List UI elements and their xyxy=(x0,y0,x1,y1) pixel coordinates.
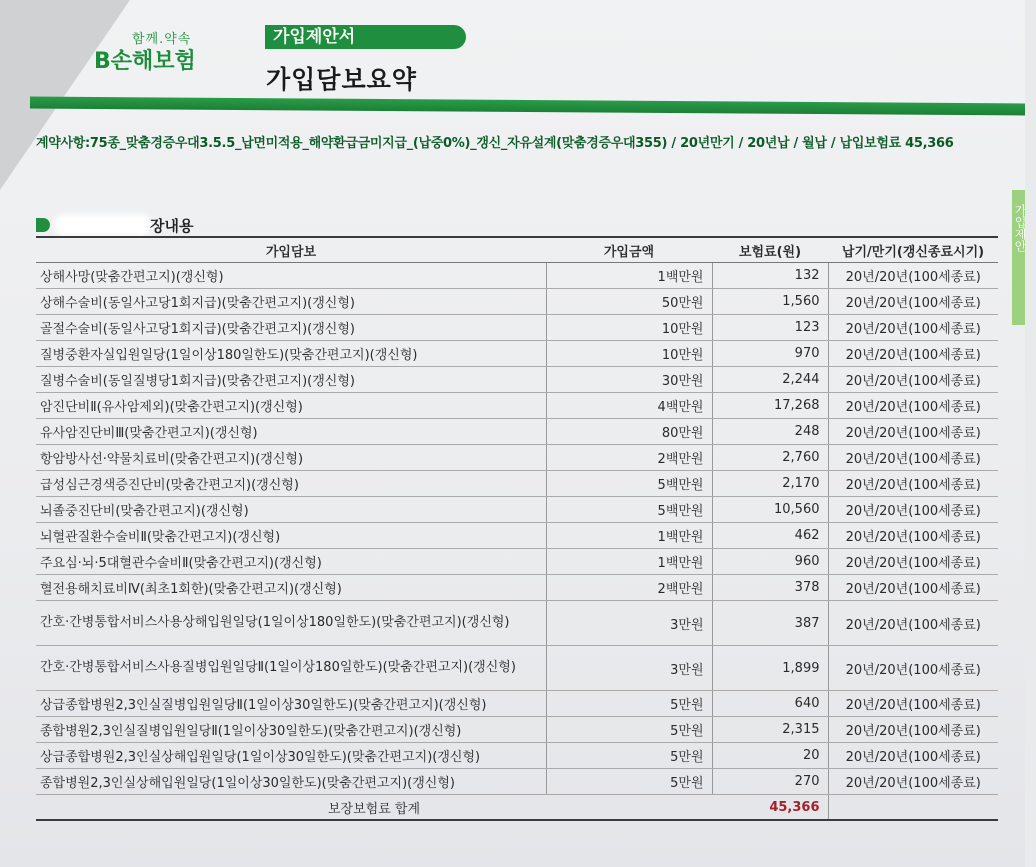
coverage-cell: 간호·간병통합서비스사용질병입원일당Ⅱ(1일이상180일한도)(맞춤간편고지)(갱신형) xyxy=(36,646,546,691)
amount-cell: 1백만원 xyxy=(546,549,712,575)
coverage-cell: 상해수술비(동일사고당1회지급)(맞춤간편고지)(갱신형) xyxy=(36,289,546,315)
premium-cell: 17,268 xyxy=(712,393,828,419)
premium-cell: 10,560 xyxy=(712,497,828,523)
amount-cell: 5만원 xyxy=(546,769,712,795)
premium-cell: 640 xyxy=(712,691,828,717)
document-type-label: 가입제안서 xyxy=(265,25,466,49)
term-cell: 20년/20년(100세종료) xyxy=(828,717,998,743)
coverage-cell: 뇌혈관질환수술비Ⅱ(맞춤간편고지)(갱신형) xyxy=(36,523,546,549)
page-curl xyxy=(0,0,130,190)
table-row xyxy=(36,315,998,341)
redacted-text xyxy=(58,218,148,232)
section-title: 장내용 xyxy=(150,217,194,235)
term-cell: 20년/20년(100세종료) xyxy=(828,575,998,601)
coverage-cell: 골절수술비(동일사고당1회지급)(맞춤간편고지)(갱신형) xyxy=(36,315,546,341)
total-row xyxy=(36,795,998,821)
coverage-cell: 암진단비Ⅱ(유사암제외)(맞춤간편고지)(갱신형) xyxy=(36,393,546,419)
term-cell: 20년/20년(100세종료) xyxy=(828,445,998,471)
coverage-cell: 혈전용해치료비Ⅳ(최초1회한)(맞춤간편고지)(갱신형) xyxy=(36,575,546,601)
premium-cell: 20 xyxy=(712,743,828,769)
table-row xyxy=(36,549,998,575)
coverage-cell: 상급종합병원2,3인실상해입원일당(1일이상30일한도)(맞춤간편고지)(갱신형) xyxy=(36,743,546,769)
premium-cell: 378 xyxy=(712,575,828,601)
term-cell: 20년/20년(100세종료) xyxy=(828,341,998,367)
amount-cell: 5백만원 xyxy=(546,497,712,523)
col-header-term: 납기/만기(갱신종료시기) xyxy=(828,237,998,263)
term-cell: 20년/20년(100세종료) xyxy=(828,523,998,549)
term-cell: 20년/20년(100세종료) xyxy=(828,367,998,393)
brand-logo-text: B손해보험 xyxy=(94,49,196,74)
col-header-premium: 보험료(원) xyxy=(712,237,828,263)
premium-cell: 2,315 xyxy=(712,717,828,743)
table-row xyxy=(36,523,998,549)
total-premium: 45,366 xyxy=(712,795,828,821)
coverage-cell: 간호·간병통합서비스사용상해입원일당(1일이상180일한도)(맞춤간편고지)(갱신형) xyxy=(36,601,546,646)
amount-cell: 2백만원 xyxy=(546,575,712,601)
table-row xyxy=(36,646,998,691)
table-row xyxy=(36,575,998,601)
amount-cell: 5만원 xyxy=(546,691,712,717)
premium-cell: 1,899 xyxy=(712,646,828,691)
coverage-cell: 질병중환자실입원일당(1일이상180일한도)(맞춤간편고지)(갱신형) xyxy=(36,341,546,367)
term-cell: 20년/20년(100세종료) xyxy=(828,263,998,289)
amount-cell: 2백만원 xyxy=(546,445,712,471)
side-index-tab-label: 가입제안 xyxy=(1013,204,1027,252)
premium-cell: 960 xyxy=(712,549,828,575)
table-row xyxy=(36,497,998,523)
table-row xyxy=(36,743,998,769)
coverage-cell: 상해사망(맞춤간편고지)(갱신형) xyxy=(36,263,546,289)
term-cell: 20년/20년(100세종료) xyxy=(828,419,998,445)
term-cell: 20년/20년(100세종료) xyxy=(828,601,998,646)
coverage-summary-table xyxy=(36,236,998,821)
coverage-cell: 뇌졸중진단비(맞춤간편고지)(갱신형) xyxy=(36,497,546,523)
coverage-cell: 급성심근경색증진단비(맞춤간편고지)(갱신형) xyxy=(36,471,546,497)
coverage-cell: 종합병원2,3인실질병입원일당Ⅱ(1일이상30일한도)(맞춤간편고지)(갱신형) xyxy=(36,717,546,743)
amount-cell: 10만원 xyxy=(546,315,712,341)
premium-cell: 387 xyxy=(712,601,828,646)
table-row xyxy=(36,393,998,419)
table-row xyxy=(36,263,998,289)
term-cell: 20년/20년(100세종료) xyxy=(828,497,998,523)
term-cell: 20년/20년(100세종료) xyxy=(828,769,998,795)
table-row xyxy=(36,445,998,471)
brand-tagline: 함께.약속 xyxy=(132,32,192,47)
side-index-tab xyxy=(1012,190,1025,325)
page-title: 가입담보요약 xyxy=(266,65,417,94)
term-cell: 20년/20년(100세종료) xyxy=(828,691,998,717)
coverage-cell: 유사암진단비Ⅲ(맞춤간편고지)(갱신형) xyxy=(36,419,546,445)
amount-cell: 5백만원 xyxy=(546,471,712,497)
term-cell: 20년/20년(100세종료) xyxy=(828,471,998,497)
coverage-cell: 항암방사선·약물치료비(맞춤간편고지)(갱신형) xyxy=(36,445,546,471)
term-cell: 20년/20년(100세종료) xyxy=(828,289,998,315)
term-cell: 20년/20년(100세종료) xyxy=(828,393,998,419)
table-row xyxy=(36,717,998,743)
amount-cell: 5만원 xyxy=(546,717,712,743)
term-cell: 20년/20년(100세종료) xyxy=(828,315,998,341)
table-row xyxy=(36,419,998,445)
coverage-cell: 상급종합병원2,3인실질병입원일당Ⅱ(1일이상30일한도)(맞춤간편고지)(갱신형) xyxy=(36,691,546,717)
total-label: 보장보험료 합계 xyxy=(36,795,712,821)
amount-cell: 10만원 xyxy=(546,341,712,367)
table-row xyxy=(36,367,998,393)
amount-cell: 3만원 xyxy=(546,601,712,646)
term-cell: 20년/20년(100세종료) xyxy=(828,646,998,691)
table-row xyxy=(36,691,998,717)
coverage-cell: 주요심·뇌·5대혈관수술비Ⅱ(맞춤간편고지)(갱신형) xyxy=(36,549,546,575)
premium-cell: 248 xyxy=(712,419,828,445)
premium-cell: 970 xyxy=(712,341,828,367)
term-cell: 20년/20년(100세종료) xyxy=(828,743,998,769)
premium-cell: 1,560 xyxy=(712,289,828,315)
premium-cell: 2,760 xyxy=(712,445,828,471)
premium-cell: 123 xyxy=(712,315,828,341)
table-row xyxy=(36,769,998,795)
table-row xyxy=(36,341,998,367)
premium-cell: 462 xyxy=(712,523,828,549)
col-header-amount: 가입금액 xyxy=(546,237,712,263)
amount-cell: 30만원 xyxy=(546,367,712,393)
section-marker-icon xyxy=(36,218,50,232)
amount-cell: 50만원 xyxy=(546,289,712,315)
amount-cell: 80만원 xyxy=(546,419,712,445)
table-header-row xyxy=(36,237,998,263)
col-header-coverage: 가입담보 xyxy=(36,237,546,263)
amount-cell: 3만원 xyxy=(546,646,712,691)
premium-cell: 270 xyxy=(712,769,828,795)
total-term-empty xyxy=(828,795,998,821)
section-heading xyxy=(36,215,193,236)
coverage-cell: 질병수술비(동일질병당1회지급)(맞춤간편고지)(갱신형) xyxy=(36,367,546,393)
amount-cell: 1백만원 xyxy=(546,263,712,289)
amount-cell: 4백만원 xyxy=(546,393,712,419)
table-row xyxy=(36,471,998,497)
term-cell: 20년/20년(100세종료) xyxy=(828,549,998,575)
premium-cell: 132 xyxy=(712,263,828,289)
table-row xyxy=(36,601,998,646)
contract-terms-line: 계약사항:75종_맞춤경증우대3.5.5_납면미적용_해약환급금미지급_(납중0%)_갱신_자유설계(맞춤경증우대355) / 20년만기 / 20년납 / 월납 / 납입보험료 45,366 xyxy=(36,136,954,151)
premium-cell: 2,170 xyxy=(712,471,828,497)
table-row xyxy=(36,289,998,315)
amount-cell: 1백만원 xyxy=(546,523,712,549)
amount-cell: 5만원 xyxy=(546,743,712,769)
coverage-cell: 종합병원2,3인실상해입원일당(1일이상30일한도)(맞춤간편고지)(갱신형) xyxy=(36,769,546,795)
premium-cell: 2,244 xyxy=(712,367,828,393)
